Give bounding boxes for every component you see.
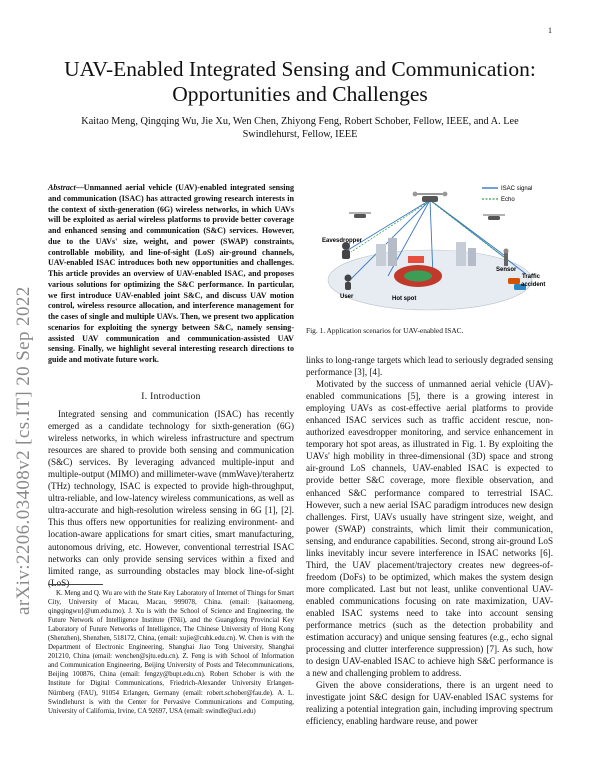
live-badge bbox=[408, 256, 424, 263]
legend-isac-label: ISAC signal bbox=[501, 186, 533, 192]
label-user: User bbox=[340, 294, 354, 300]
label-sensor: Sensor bbox=[496, 267, 517, 273]
abstract bbox=[48, 183, 294, 366]
stadium-hotspot-icon bbox=[394, 265, 442, 287]
intro-left-column: Integrated sensing and communication (ISAC) has recently emerged as a candidate technology for sixth-generation (6G) wireless networks, in which wireless infrastructure and spectrum resources are shared to provide both sensing and communication (S&C) services. By leveraging advanced multiple-input and multiple-output (MIMO) and millimeter-wave (mmWave)/terahertz (THz) technology, ISAC is expected to provide high-throughput, ultra-reliable, and low-latency wireless communications, as well as ultra-accurate and high-resolution wireless sensing in 6G [1], [2]. This thus offers new opportunities for realizing environment- and location-aware applications for smart cities, smart manufacturing, autonomous driving, etc. However, conventional terrestrial ISAC networks can only provide sensing services within a fixed and limited range, as surrounding obstacles may block line-of-sight (LoS) bbox=[48, 409, 294, 588]
uav-main-icon bbox=[413, 192, 448, 202]
sensor-icon bbox=[504, 249, 509, 267]
eavesdropper-icon bbox=[342, 242, 350, 259]
label-traffic-accident: Traffic accident bbox=[521, 274, 546, 288]
intro-right-column bbox=[306, 354, 553, 727]
label-eavesdropper: Eavesdropper bbox=[322, 238, 363, 244]
page-number: 1 bbox=[548, 26, 552, 35]
legend-echo-label: Echo bbox=[501, 197, 515, 203]
intro-right-paragraph-3: Given the above considerations, there is an urgent need to investigate joint S&C design for UAV-enabled ISAC systems for realizing a potential integration gain, including improving spectrum efficiency, enabling hardware reuse, and power bbox=[306, 680, 553, 727]
uav-left-icon bbox=[349, 213, 371, 218]
intro-right-paragraph-2: Motivated by the success of unmanned aerial vehicle (UAV)-enabled communications [5], there is a growing interest in employing UAVs as cost-effective aerial platforms to provide enhanced ISAC services such as traffic accident rescue, non-authorized eavesdropper monitoring, and service enhancement in temporary hot spot areas, as illustrated in Fig. 1. By exploiting the UAVs' high mobility in three-dimensional (3D) space and strong air-ground LoS channels, UAV-enabled ISAC is expected to provide better S&C coverage, more flexible observation, and enhanced S&C performance compared to terrestrial ISAC. However, such a new aerial ISAC paradigm introduces new design challenges. First, UAVs usually have stringent size, weight, and power (SWAP) constraints, which limit their communication, sensing, and endurance capabilities. Second, strong air-ground LoS links inevitably incur severe interference in ISAC networks [6]. Third, the UAV placement/trajectory creates new degrees-of-freedom (DoFs) to be optimized, which makes the system design more complicated. Last but not least, unlike conventional UAV-enabled communications focusing on rate maximization, UAV-enabled ISAC systems need to take into account sensing performance metrics (such as the detection probability and estimation accuracy) and unique sensing features (e.g., echo signal processing and clutter interference suppression) [7]. As such, how to design UAV-enabled ISAC to achieve high S&C performance is a new and challenging problem to address. bbox=[306, 379, 553, 679]
figure-application-scenarios bbox=[318, 172, 550, 314]
figure-caption: Fig. 1. Application scenarios for UAV-enabled ISAC. bbox=[306, 326, 464, 335]
abstract-label: Abstract bbox=[48, 183, 76, 192]
abstract-text: —Unmanned aerial vehicle (UAV)-enabled integrated sensing and communication (ISAC) has attracted growing research interests in the context of sixth-generation (6G) wireless networks, in which UAVs will be exploited as aerial wireless platforms to provide better coverage and enhanced sensing and communication (S&C) services. However, due to the UAVs' size, weight, and power (SWAP) constraints, controllable mobility, and line-of-sight (LoS) air-ground channels, UAV-enabled ISAC introduces both new opportunities and challenges. This article provides an overview of UAV-enabled ISAC, and proposes various solutions for optimizing the S&C performance. In particular, we first introduce UAV-enabled joint S&C, and discuss UAV motion control, wireless resource allocation, and interference management for the cases of single and multiple UAVs. Then, we present two application scenarios for exploiting the synergy between S&C, namely sensing-assisted UAV communication and communication-assisted UAV sensing. Finally, we highlight several interesting research directions to guide and motivate future work. bbox=[48, 183, 294, 364]
arxiv-watermark: arXiv:2206.03408v2 [cs.IT] 20 Sep 2022 bbox=[13, 286, 34, 615]
intro-right-continuation: links to long-range targets which lead to seriously degraded sensing performance [3], [4]. bbox=[306, 355, 553, 378]
footnote-rule bbox=[48, 584, 103, 585]
author-footnote: K. Meng and Q. Wu are with the State Key Laboratory of Internet of Things for Smart City, University of Macau, Macau, 999078, China. (email: {kaitaomeng, qingqingwu}@um.edu.mo). J. Xu is with the School of Science and Engineering, the Future Network of Intelligence Institute (FNii), and the Guangdong Provincial Key Laboratory of Future Networks of Intelligence, The Chinese University of Hong Kong (Shenzhen), Shenzhen, 518172, China, (email: xujie@cuhk.edu.cn). W. Chen is with the Department of Electronic Engineering, Shanghai Jiao Tong University, Shanghai 201210, China (email: wenchen@sjtu.edu.cn). Z. Feng is with School of Information and Communication Engineering, Beijing University of Posts and Telecommunications, Beijing 100876, China (email: fengzy@bupt.edu.cn). Robert Schober is with the Institute for Digital Communications, Friedrich-Alexander University Erlangen-Nürnberg (FAU), 91054 Erlangen, Germany (email: robert.schober@fau.de). A. L. Swindlehurst is with the Center for Pervasive Communications and Computing, University of California, Irvine, CA 92697, USA (email: swindle@uci.edu) bbox=[48, 590, 294, 715]
section-heading: I. Introduction bbox=[141, 392, 201, 402]
author-list: Kaitao Meng, Qingqing Wu, Jie Xu, Wen Chen, Zhiyong Feng, Robert Schober, Fellow, IEEE, and A. Lee Swindlehurst, Fellow, IEEE bbox=[81, 116, 519, 140]
uav-right-icon bbox=[483, 215, 505, 220]
paper-title: UAV-Enabled Integrated Sensing and Communication: Opportunities and Challenges bbox=[64, 57, 536, 106]
label-hotspot: Hot spot bbox=[392, 296, 417, 302]
